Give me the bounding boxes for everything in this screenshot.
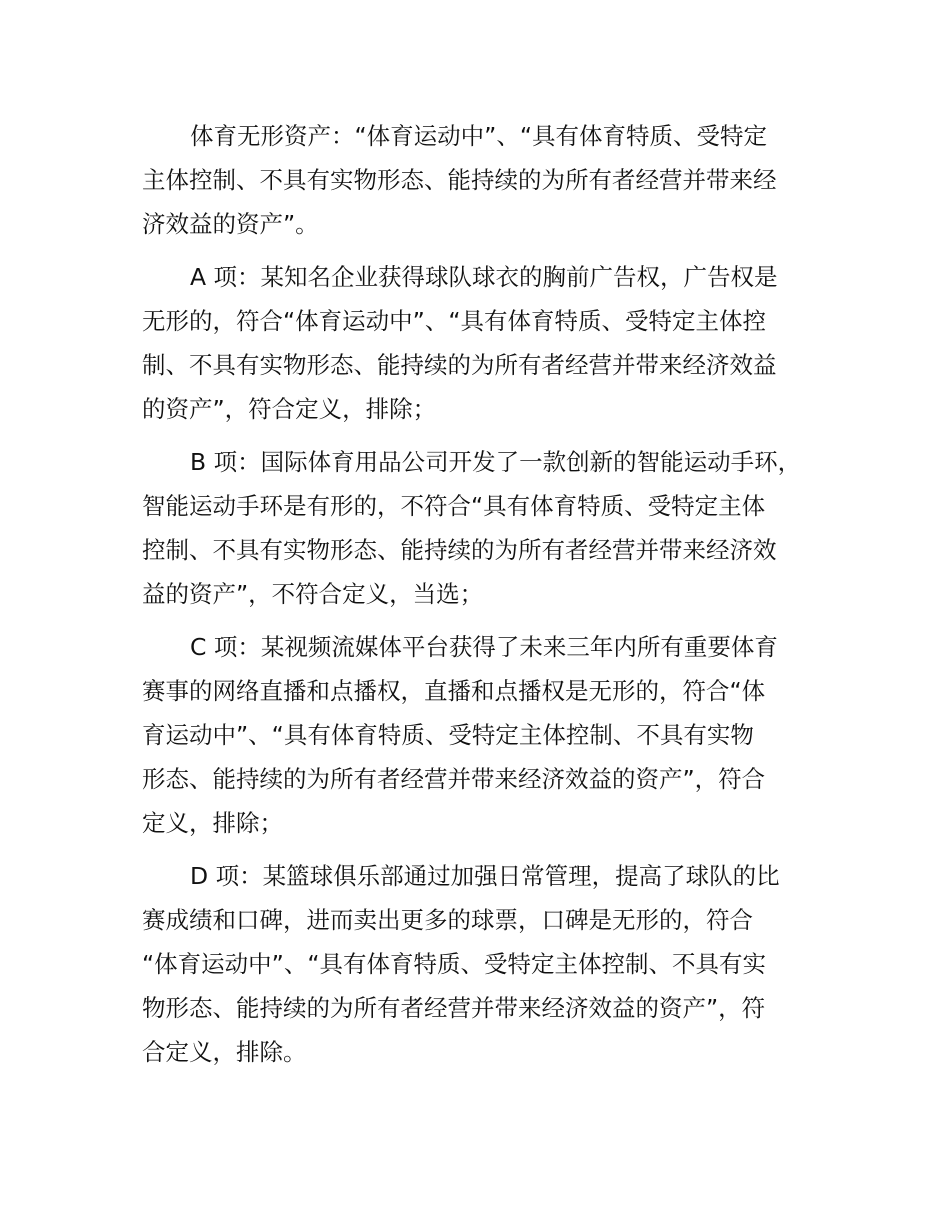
text-line: 合定义，排除。 [142, 1038, 307, 1066]
text-line: 体育无形资产：“体育运动中”、“具有体育特质、受特定 [190, 122, 768, 150]
text-line: 主体控制、不具有实物形态、能持续的为所有者经营并带来经 [142, 166, 777, 194]
paragraph-option-b [142, 440, 832, 616]
text-line: 物形态、能持续的为所有者经营并带来经济效益的资产”，符 [142, 994, 766, 1022]
text-line: 智能运动手环是有形的，不符合“具有体育特质、受特定主体 [142, 492, 766, 520]
text-line: 赛事的网络直播和点播权，直播和点播权是无形的，符合“体 [142, 677, 766, 705]
text-line: 制、不具有实物形态、能持续的为所有者经营并带来经济效益 [142, 351, 777, 379]
text-line: “体育运动中”、“具有体育特质、受特定主体控制、不具有实 [142, 950, 767, 978]
text-line: 无形的，符合“体育运动中”、“具有体育特质、受特定主体控 [142, 307, 767, 335]
text-line: A 项：某知名企业获得球队球衣的胸前广告权，广告权是 [190, 263, 778, 291]
text-line: 益的资产”，不符合定义，当选； [142, 580, 484, 608]
text-line: 的资产”，符合定义，排除； [142, 395, 437, 423]
text-line: 控制、不具有实物形态、能持续的为所有者经营并带来经济效 [142, 536, 777, 564]
paragraph-option-c [142, 625, 832, 845]
text-line: 赛成绩和口碑，进而卖出更多的球票，口碑是无形的，符合 [142, 906, 753, 934]
text-line: D 项：某篮球俱乐部通过加强日常管理，提高了球队的比 [190, 862, 780, 890]
paragraph-definition [142, 114, 832, 246]
text-line: 育运动中”、“具有体育特质、受特定主体控制、不具有实物 [142, 721, 754, 749]
text-line: C 项：某视频流媒体平台获得了未来三年内所有重要体育 [190, 633, 778, 661]
text-line: B 项：国际体育用品公司开发了一款创新的智能运动手环， [190, 448, 802, 476]
text-line: 形态、能持续的为所有者经营并带来经济效益的资产”，符合 [142, 765, 766, 793]
document-page [142, 114, 832, 1083]
paragraph-option-a [142, 255, 832, 431]
text-line: 定义，排除； [142, 809, 283, 837]
text-line: 济效益的资产”。 [142, 210, 319, 238]
paragraph-option-d [142, 854, 832, 1074]
